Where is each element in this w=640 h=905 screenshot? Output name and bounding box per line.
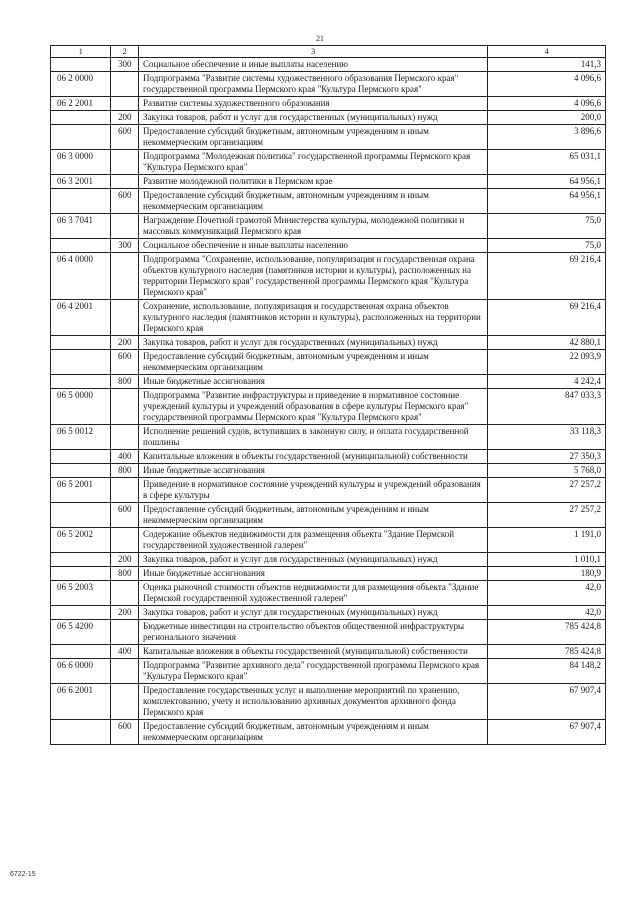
row-expense-type-cell xyxy=(111,97,139,111)
row-code-cell: 06 4 2001 xyxy=(51,300,111,336)
row-name-cell: Подпрограмма "Развитие инфраструктуры и приведение в нормативное состояние учреждений культуры и учреждений образования в сфере культуры Пермского края" государственной программы Пермского края "Культура Пермского края" xyxy=(139,389,488,425)
row-name-cell: Предоставление субсидий бюджетным, автономным учреждениям и иным некоммерческим организациям xyxy=(139,189,488,214)
row-code-cell: 06 3 2001 xyxy=(51,175,111,189)
row-code-cell xyxy=(51,350,111,375)
row-amount-cell: 69 216,4 xyxy=(488,253,606,300)
row-code-cell: 06 3 7041 xyxy=(51,214,111,239)
row-expense-type-cell xyxy=(111,175,139,189)
row-amount-cell: 67 907,4 xyxy=(488,684,606,720)
row-name-cell: Предоставление субсидий бюджетным, автономным учреждениям и иным некоммерческим организациям xyxy=(139,503,488,528)
row-name-cell: Социальное обеспечение и иные выплаты населению xyxy=(139,239,488,253)
row-name-cell: Подпрограмма "Развитие системы художественного образования Пермского края" государственной программы Пермского края "Культура Пермского края" xyxy=(139,72,488,97)
row-code-cell: 06 6 0000 xyxy=(51,659,111,684)
row-name-cell: Предоставление субсидий бюджетным, автономным учреждениям и иным некоммерческим организациям xyxy=(139,720,488,745)
row-amount-cell: 64 956,1 xyxy=(488,189,606,214)
table-row xyxy=(51,450,606,464)
row-name-cell: Капитальные вложения в объекты государственной (муниципальной) собственности xyxy=(139,450,488,464)
table-row xyxy=(51,503,606,528)
row-code-cell xyxy=(51,375,111,389)
row-code-cell: 06 5 2003 xyxy=(51,581,111,606)
row-code-cell: 06 5 4200 xyxy=(51,620,111,645)
row-name-cell: Подпрограмма "Молодежная политика" государственной программы Пермского края "Культура Пермского края" xyxy=(139,150,488,175)
row-expense-type-cell xyxy=(111,214,139,239)
row-name-cell: Награждение Почетной грамотой Министерства культуры, молодежной политики и массовых коммуникаций Пермского края xyxy=(139,214,488,239)
row-expense-type-cell: 600 xyxy=(111,720,139,745)
row-amount-cell: 141,3 xyxy=(488,58,606,72)
row-expense-type-cell: 800 xyxy=(111,567,139,581)
row-code-cell: 06 6 2001 xyxy=(51,684,111,720)
table-row xyxy=(51,720,606,745)
table-row xyxy=(51,72,606,97)
row-expense-type-cell xyxy=(111,72,139,97)
budget-table-body xyxy=(51,46,606,745)
row-name-cell: Предоставление государственных услуг и выполнение мероприятий по хранению, комплектованию, учету и использованию архивных документов архивного фонда Пермского края xyxy=(139,684,488,720)
row-code-cell xyxy=(51,464,111,478)
row-amount-cell: 847 033,3 xyxy=(488,389,606,425)
row-amount-cell: 42 880,1 xyxy=(488,336,606,350)
row-amount-cell: 64 956,1 xyxy=(488,175,606,189)
row-code-cell xyxy=(51,720,111,745)
row-amount-cell: 65 031,1 xyxy=(488,150,606,175)
table-row xyxy=(51,125,606,150)
row-amount-cell: 42,0 xyxy=(488,606,606,620)
table-row xyxy=(51,150,606,175)
row-amount-cell: 5 768,0 xyxy=(488,464,606,478)
row-expense-type-cell: 600 xyxy=(111,350,139,375)
row-amount-cell: 180,9 xyxy=(488,567,606,581)
row-expense-type-cell: 200 xyxy=(111,336,139,350)
row-expense-type-cell: 600 xyxy=(111,125,139,150)
table-row xyxy=(51,253,606,300)
row-name-cell: Закупка товаров, работ и услуг для государственных (муниципальных) нужд xyxy=(139,553,488,567)
row-name-cell: Приведение в нормативное состояние учреждений культуры и учреждений образования в сфере культуры xyxy=(139,478,488,503)
row-expense-type-cell: 800 xyxy=(111,464,139,478)
row-amount-cell: 22 093,9 xyxy=(488,350,606,375)
row-code-cell xyxy=(51,606,111,620)
row-expense-type-cell xyxy=(111,684,139,720)
row-amount-cell: 200,0 xyxy=(488,111,606,125)
table-row xyxy=(51,464,606,478)
row-name-cell: Развитие молодежной политики в Пермском крае xyxy=(139,175,488,189)
row-name-cell: Подпрограмма "Сохранение, использование, популяризация и государственная охрана объектов культурного наследия (памятников истории и культуры), расположенных на территории Пермского края" государственной программы Пермского края "Культура Пермского края" xyxy=(139,253,488,300)
row-amount-cell: 42,0 xyxy=(488,581,606,606)
row-name-cell: Иные бюджетные ассигнования xyxy=(139,464,488,478)
row-name-cell: Закупка товаров, работ и услуг для государственных (муниципальных) нужд xyxy=(139,606,488,620)
row-amount-cell: 1 191,0 xyxy=(488,528,606,553)
row-amount-cell: 27 257,2 xyxy=(488,478,606,503)
row-name-cell: Подпрограмма "Развитие архивного дела" государственной программы Пермского края "Культура Пермского края" xyxy=(139,659,488,684)
row-amount-cell: 75,0 xyxy=(488,214,606,239)
row-amount-cell: 27 257,2 xyxy=(488,503,606,528)
row-expense-type-cell: 400 xyxy=(111,450,139,464)
row-expense-type-cell: 200 xyxy=(111,111,139,125)
row-name-cell: Иные бюджетные ассигнования xyxy=(139,375,488,389)
row-expense-type-cell: 600 xyxy=(111,503,139,528)
table-row xyxy=(51,58,606,72)
page-number: 21 xyxy=(316,34,324,43)
row-expense-type-cell xyxy=(111,659,139,684)
row-amount-cell: 785 424,8 xyxy=(488,645,606,659)
row-name-cell: Иные бюджетные ассигнования xyxy=(139,567,488,581)
row-code-cell xyxy=(51,450,111,464)
row-code-cell: 06 4 0000 xyxy=(51,253,111,300)
row-name-cell: Закупка товаров, работ и услуг для государственных (муниципальных) нужд xyxy=(139,111,488,125)
table-row xyxy=(51,581,606,606)
row-expense-type-cell xyxy=(111,425,139,450)
row-expense-type-cell xyxy=(111,389,139,425)
row-amount-cell: 75,0 xyxy=(488,239,606,253)
row-expense-type-cell xyxy=(111,300,139,336)
row-code-cell xyxy=(51,189,111,214)
column-header-1: 1 xyxy=(51,46,111,58)
row-code-cell: 06 5 2001 xyxy=(51,478,111,503)
table-row xyxy=(51,214,606,239)
row-expense-type-cell: 300 xyxy=(111,58,139,72)
row-expense-type-cell: 200 xyxy=(111,606,139,620)
row-code-cell xyxy=(51,336,111,350)
row-code-cell xyxy=(51,111,111,125)
row-code-cell xyxy=(51,58,111,72)
row-code-cell: 06 5 0000 xyxy=(51,389,111,425)
row-amount-cell: 1 010,1 xyxy=(488,553,606,567)
column-header-3: 3 xyxy=(139,46,488,58)
row-code-cell: 06 2 0000 xyxy=(51,72,111,97)
row-amount-cell: 4 242,4 xyxy=(488,375,606,389)
row-code-cell xyxy=(51,553,111,567)
row-name-cell: Сохранение, использование, популяризация и государственная охрана объектов культурного наследия (памятников истории и культуры), расположенных на территории Пермского края xyxy=(139,300,488,336)
row-name-cell: Бюджетные инвестиции на строительство объектов общественной инфраструктуры регионального значения xyxy=(139,620,488,645)
footer-document-code: 6722-15 xyxy=(10,871,36,878)
table-row xyxy=(51,389,606,425)
row-expense-type-cell: 200 xyxy=(111,553,139,567)
row-code-cell: 06 2 2001 xyxy=(51,97,111,111)
row-expense-type-cell: 300 xyxy=(111,239,139,253)
table-row xyxy=(51,553,606,567)
row-expense-type-cell xyxy=(111,620,139,645)
budget-table xyxy=(50,45,606,745)
table-row xyxy=(51,300,606,336)
row-expense-type-cell: 600 xyxy=(111,189,139,214)
row-code-cell: 06 5 0012 xyxy=(51,425,111,450)
row-name-cell: Закупка товаров, работ и услуг для государственных (муниципальных) нужд xyxy=(139,336,488,350)
table-row xyxy=(51,567,606,581)
table-row xyxy=(51,336,606,350)
row-expense-type-cell xyxy=(111,581,139,606)
row-code-cell xyxy=(51,645,111,659)
table-row xyxy=(51,175,606,189)
table-row xyxy=(51,659,606,684)
table-row xyxy=(51,97,606,111)
row-amount-cell: 3 896,6 xyxy=(488,125,606,150)
column-header-2: 2 xyxy=(111,46,139,58)
row-amount-cell: 69 216,4 xyxy=(488,300,606,336)
row-amount-cell: 4 096,6 xyxy=(488,72,606,97)
row-name-cell: Предоставление субсидий бюджетным, автономным учреждениям и иным некоммерческим организациям xyxy=(139,350,488,375)
table-row xyxy=(51,478,606,503)
row-expense-type-cell xyxy=(111,528,139,553)
row-name-cell: Предоставление субсидий бюджетным, автономным учреждениям и иным некоммерческим организациям xyxy=(139,125,488,150)
row-amount-cell: 67 907,4 xyxy=(488,720,606,745)
row-amount-cell: 84 148,2 xyxy=(488,659,606,684)
row-name-cell: Развитие системы художественного образования xyxy=(139,97,488,111)
table-row xyxy=(51,425,606,450)
table-row xyxy=(51,111,606,125)
row-amount-cell: 27 350,3 xyxy=(488,450,606,464)
table-row xyxy=(51,350,606,375)
row-code-cell: 06 5 2002 xyxy=(51,528,111,553)
row-expense-type-cell xyxy=(111,150,139,175)
row-code-cell xyxy=(51,567,111,581)
row-code-cell: 06 3 0000 xyxy=(51,150,111,175)
column-header-row xyxy=(51,46,606,58)
row-name-cell: Капитальные вложения в объекты государственной (муниципальной) собственности xyxy=(139,645,488,659)
row-expense-type-cell xyxy=(111,478,139,503)
row-amount-cell: 4 096,6 xyxy=(488,97,606,111)
table-row xyxy=(51,528,606,553)
row-code-cell xyxy=(51,125,111,150)
row-name-cell: Оценка рыночной стоимости объектов недвижимости для размещения объекта "Здание Пермской государственной художественной галереи" xyxy=(139,581,488,606)
table-row xyxy=(51,606,606,620)
row-name-cell: Содержание объектов недвижимости для размещения объекта "Здание Пермской государственной художественной галереи" xyxy=(139,528,488,553)
table-row xyxy=(51,620,606,645)
row-expense-type-cell xyxy=(111,253,139,300)
row-code-cell xyxy=(51,503,111,528)
row-name-cell: Исполнение решений судов, вступивших в законную силу, и оплата государственной пошлины xyxy=(139,425,488,450)
column-header-4: 4 xyxy=(488,46,606,58)
table-row xyxy=(51,645,606,659)
row-amount-cell: 785 424,8 xyxy=(488,620,606,645)
row-expense-type-cell: 400 xyxy=(111,645,139,659)
row-name-cell: Социальное обеспечение и иные выплаты населению xyxy=(139,58,488,72)
row-code-cell xyxy=(51,239,111,253)
table-row xyxy=(51,684,606,720)
table-row xyxy=(51,375,606,389)
row-expense-type-cell: 800 xyxy=(111,375,139,389)
table-row xyxy=(51,239,606,253)
table-row xyxy=(51,189,606,214)
row-amount-cell: 33 118,3 xyxy=(488,425,606,450)
